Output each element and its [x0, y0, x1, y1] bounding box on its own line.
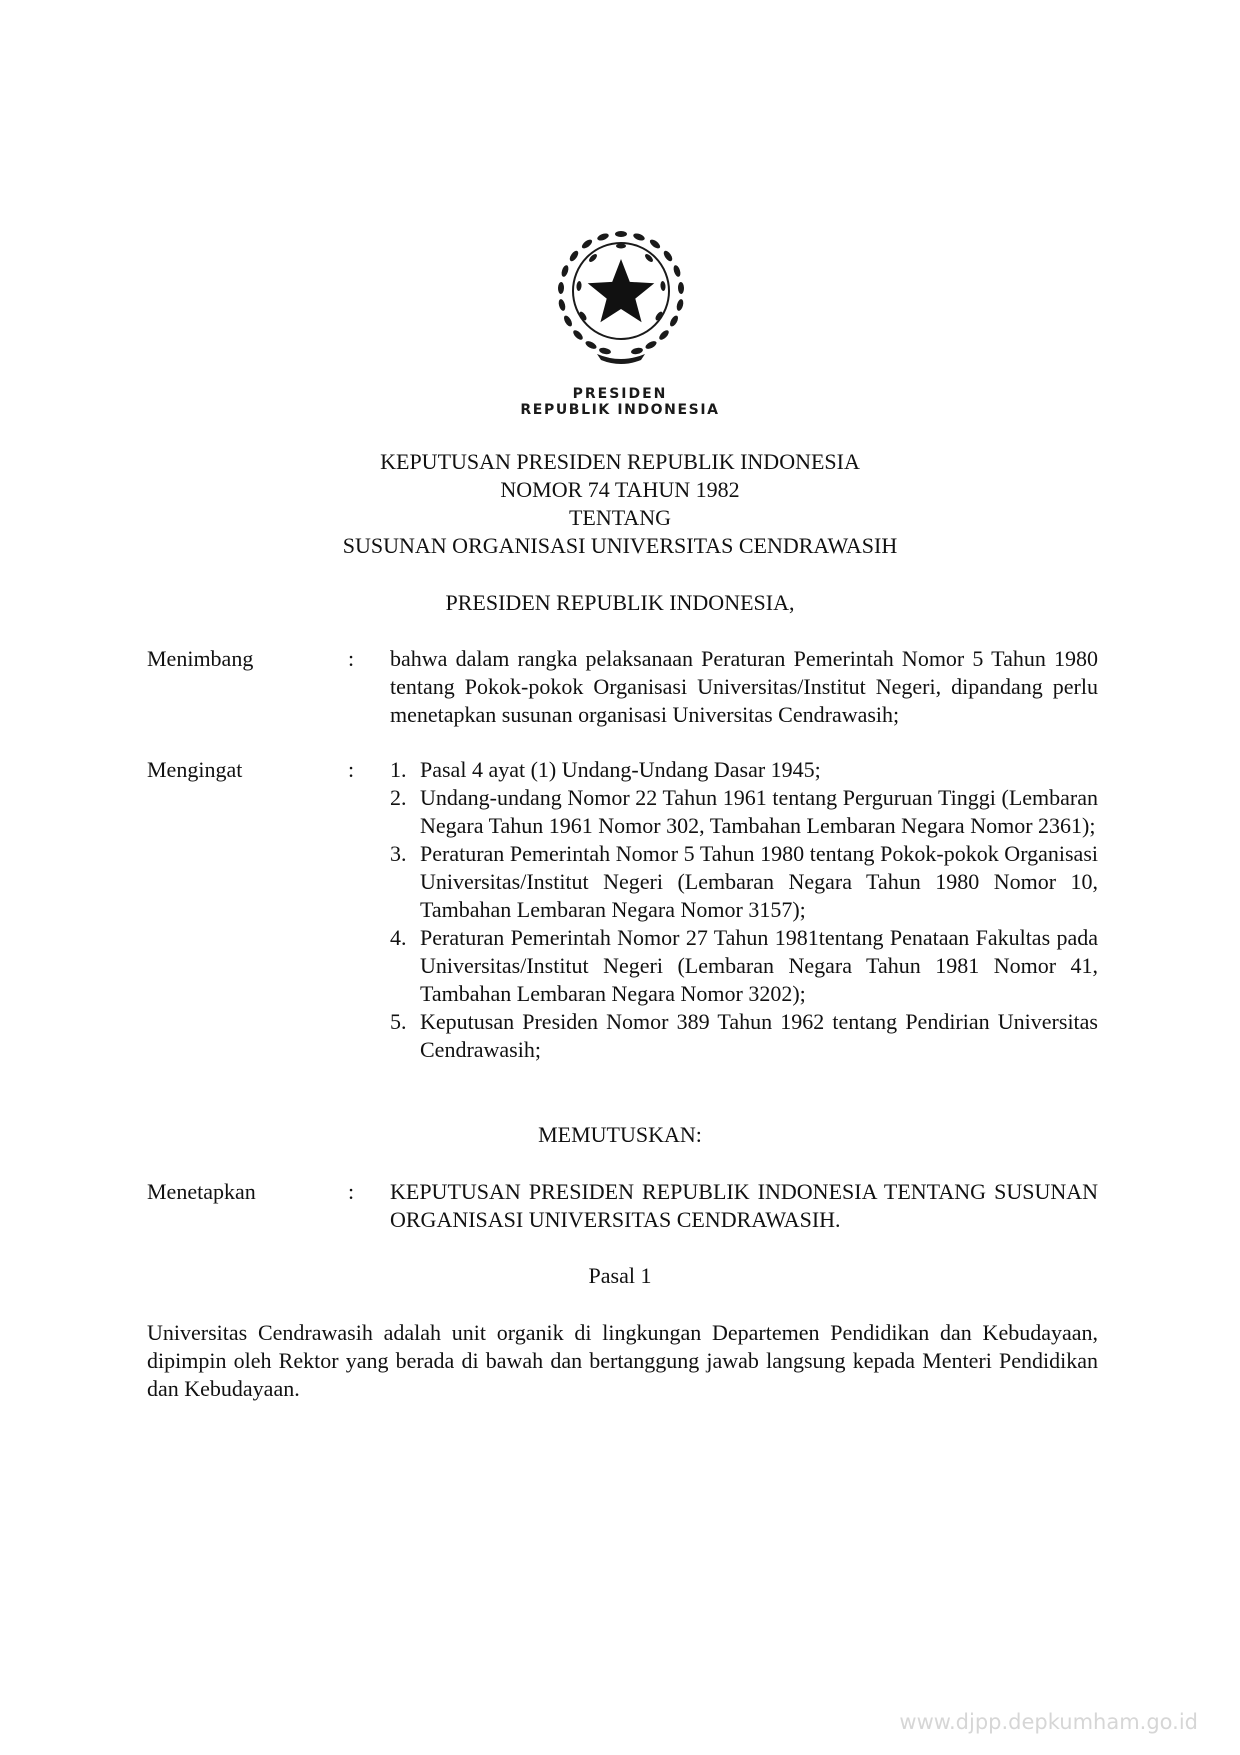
list-item-text: Peraturan Pemerintah Nomor 5 Tahun 1980 tentang Pokok-pokok Organisasi Universitas/Institut Negeri (Lembaran Negara Tahun 1980 Nomor 10, Tambahan Lembaran Negara Nomor 3157); [420, 841, 1098, 922]
list-item-number: 3. [390, 841, 407, 866]
menetapkan-label: Menetapkan [147, 1179, 256, 1204]
list-item [390, 1008, 1098, 1064]
mengingat-colon: : [348, 757, 355, 782]
decree-title-line1: KEPUTUSAN PRESIDEN REPUBLIK INDONESIA [380, 449, 860, 474]
list-item-text: Keputusan Presiden Nomor 389 Tahun 1962 tentang Pendirian Universitas Cendrawasih; [420, 1009, 1098, 1062]
menimbang-label: Menimbang [147, 646, 254, 671]
mengingat-label: Mengingat [147, 757, 243, 782]
mengingat-list [390, 756, 1098, 1064]
list-item [390, 784, 1098, 840]
star-wreath-emblem-icon [553, 226, 689, 366]
list-item-number: 1. [390, 757, 407, 782]
list-item [390, 756, 1098, 784]
decree-subject: SUSUNAN ORGANISASI UNIVERSITAS CENDRAWASIH [342, 533, 898, 558]
list-item-number: 2. [390, 785, 407, 810]
pasal-1-text: Universitas Cendrawasih adalah unit organik di lingkungan Departemen Pendidikan dan Kebudayaan, dipimpin oleh Rektor yang berada di bawah dan bertanggung jawab langsung kepada Menteri Pendidikan dan Kebudayaan. [147, 1320, 1098, 1401]
memutuskan-heading: MEMUTUSKAN: [538, 1122, 702, 1147]
menetapkan-colon: : [348, 1179, 355, 1204]
emblem-caption-line2: REPUBLIK INDONESIA [520, 402, 720, 418]
list-item-text: Peraturan Pemerintah Nomor 27 Tahun 1981tentang Penataan Fakultas pada Universitas/Institut Negeri (Lembaran Negara Tahun 1981 Nomor 41, Tambahan Lembaran Negara Nomor 3202); [420, 925, 1098, 1006]
decree-tentang: TENTANG [568, 505, 672, 530]
menetapkan-text: KEPUTUSAN PRESIDEN REPUBLIK INDONESIA TENTANG SUSUNAN ORGANISASI UNIVERSITAS CENDRAWASIH. [390, 1179, 1098, 1232]
list-item [390, 924, 1098, 1008]
list-item-number: 4. [390, 925, 407, 950]
list-item-number: 5. [390, 1009, 407, 1034]
list-item-text: Undang-undang Nomor 22 Tahun 1961 tentang Perguruan Tinggi (Lembaran Negara Tahun 1961 Nomor 302, Tambahan Lembaran Negara Nomor 2361); [420, 785, 1098, 838]
list-item [390, 840, 1098, 924]
president-heading: PRESIDEN REPUBLIK INDONESIA, [445, 590, 795, 615]
emblem-caption-line1: PRESIDEN [572, 386, 668, 402]
list-item-text: Pasal 4 ayat (1) Undang-Undang Dasar 1945; [420, 757, 821, 782]
pasal-1-heading: Pasal 1 [588, 1263, 652, 1288]
decree-number: NOMOR 74 TAHUN 1982 [500, 477, 740, 502]
watermark-url: www.djpp.depkumham.go.id [899, 1710, 1198, 1734]
menimbang-text: bahwa dalam rangka pelaksanaan Peraturan Pemerintah Nomor 5 Tahun 1980 tentang Pokok-pokok Organisasi Universitas/Institut Negeri, dipandang perlu menetapkan susunan organisasi Universitas Cendrawasih; [390, 646, 1098, 727]
menimbang-colon: : [348, 646, 355, 671]
